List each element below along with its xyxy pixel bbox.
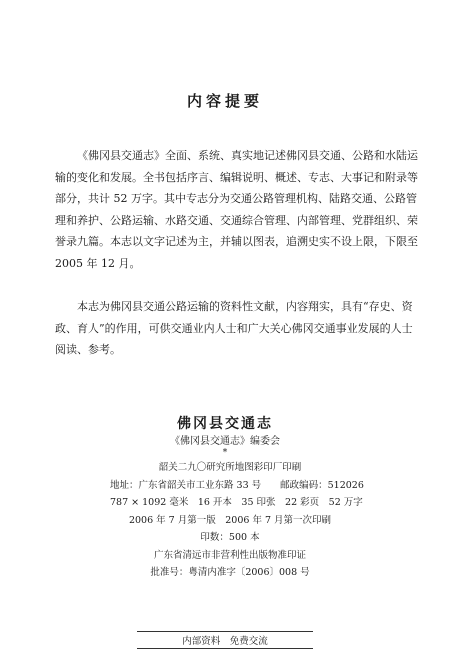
- format-line: 787 × 1092 毫米 16 开本 35 印张 22 彩页 52 万字: [110, 497, 363, 508]
- paragraph-line: 输的变化和发展。全书包括序言、编辑说明、概述、专志、大事记和附录等: [55, 170, 418, 184]
- distribution-notice: 内部资料 免费交流: [182, 636, 268, 647]
- imprint-block: [110, 459, 364, 582]
- divider-rule: [137, 648, 313, 649]
- summary-title: 内容提要: [186, 92, 263, 110]
- paragraph-line: 《佛冈县交通志》全面、系统、真实地记述佛冈县交通、公路和水陆运: [77, 149, 418, 162]
- paragraph-line: 阅读、参考。: [55, 343, 121, 356]
- print-run-line: 印数：500 本: [200, 532, 260, 543]
- permit-line: 广东省清远市非营利性出版物准印证: [153, 549, 306, 561]
- paragraph-line: 2005 年 12 月。: [55, 256, 141, 270]
- summary-paragraph-1: [55, 145, 418, 274]
- paragraph-line: 誉录九篇。本志以文字记述为主，并辅以图表，追溯史实不设上限，下限至: [55, 235, 418, 248]
- summary-paragraph-2: [55, 296, 413, 361]
- paragraph-line: 理和养护、公路运输、水路交通、交通综合管理、内部管理、党群组织、荣: [55, 213, 418, 227]
- paragraph-line: 本志为佛冈县交通公路运输的资料性文献，内容翔实，具有“存史、资: [77, 300, 413, 313]
- address-line: 地址：广东省韶关市工业东路 33 号 邮政编码：512026: [110, 479, 364, 491]
- edition-line: 2006 年 7 月第一版 2006 年 7 月第一次印刷: [128, 514, 332, 526]
- divider-rule: [137, 631, 313, 632]
- printer-line: 韶关二九〇研究所地图彩印厂印刷: [158, 462, 302, 473]
- book-title: 佛冈县交通志: [177, 416, 273, 432]
- star-separator: *: [222, 448, 228, 458]
- paragraph-line: 政、育人”的作用，可供交通业内人士和广大关心佛冈交通事业发展的人士: [55, 321, 413, 335]
- compiler-line: 《佛冈县交通志》编委会: [170, 436, 280, 447]
- approval-number-line: 批准号：粤清内准字〔2006〕008 号: [150, 567, 310, 578]
- paragraph-line: 部分，共计 52 万字。其中专志分为交通公路管理机构、陆路交通、公路管: [55, 192, 417, 205]
